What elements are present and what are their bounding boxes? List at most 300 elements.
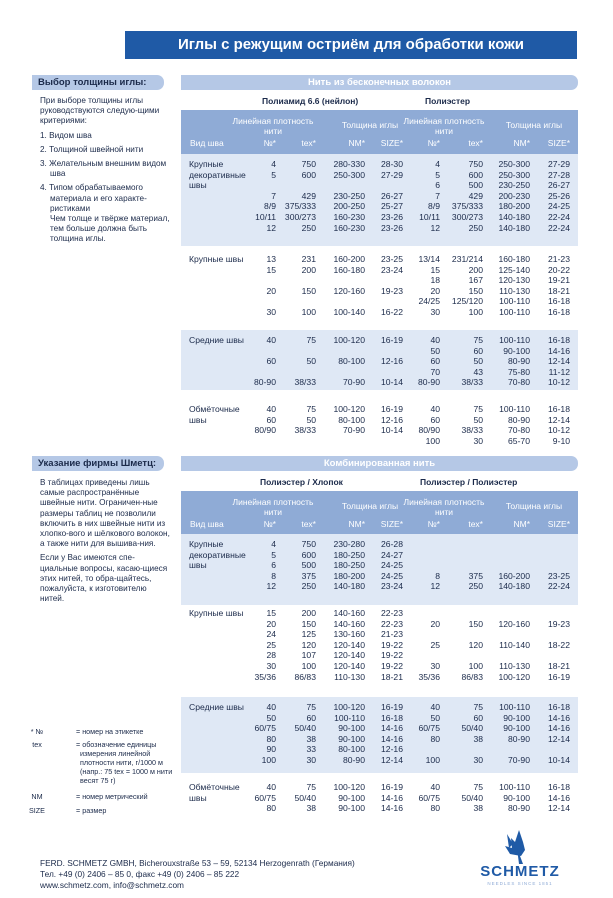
t1-cell: 80-90 xyxy=(254,377,276,388)
t1-cell: 80/90 xyxy=(418,425,440,436)
t1-cell: 200-250 xyxy=(333,201,365,212)
t2-cell: 24 xyxy=(266,629,276,640)
t2-cell: 86/83 xyxy=(294,671,316,682)
t2-cell: 75 xyxy=(306,782,316,792)
table1-family-polyester: Полиэстер xyxy=(425,96,471,106)
t2-cell: 23-24 xyxy=(381,581,403,592)
t1-cell: 60 xyxy=(430,356,440,367)
t1-cell: 23-24 xyxy=(381,264,403,275)
schmetz-logo xyxy=(455,828,585,888)
t1-cell: 20 xyxy=(266,285,276,296)
t1-seam-label: Крупные швы xyxy=(189,254,244,264)
t2-cell: 22-23 xyxy=(381,618,403,629)
t2-cell: 40 xyxy=(266,702,276,712)
t2-cell: 30 xyxy=(430,661,440,671)
t2-cell: 19-22 xyxy=(381,661,403,671)
t1-cell: 80-90 xyxy=(418,377,440,388)
t2-cell: 16-19 xyxy=(381,782,403,792)
t1-cell: 6 xyxy=(435,180,440,191)
t1-cell: 16-19 xyxy=(381,335,403,345)
legend-item xyxy=(30,727,175,736)
t2-cell: 80 xyxy=(266,803,276,814)
t2-cell: 80-100 xyxy=(338,744,365,755)
legend-value: = размер xyxy=(74,806,107,815)
t1-cell: 140-180 xyxy=(498,222,530,233)
t1-cell: 16-19 xyxy=(381,404,403,414)
t2-cell: 375 xyxy=(301,570,316,581)
t2-cell: 30 xyxy=(306,755,316,765)
t1-header-thick-a: Толщина иглы xyxy=(341,120,399,130)
t2-header-seam: Вид шва xyxy=(190,519,224,529)
t1-cell: 4 xyxy=(435,159,440,169)
t2-cell: 21-23 xyxy=(381,629,403,640)
t1-subheader-7: SIZE* xyxy=(547,138,570,148)
t2-cell: 20 xyxy=(266,618,276,629)
t1-cell: 80-100 xyxy=(338,356,365,367)
t2-cell: 140-180 xyxy=(498,581,530,592)
t1-cell: 200 xyxy=(301,264,316,275)
t2-cell: 19-23 xyxy=(548,618,570,629)
t2-cell: 60 xyxy=(306,712,316,723)
t2-cell: 60/75 xyxy=(418,792,440,803)
t1-cell: 20 xyxy=(430,285,440,296)
t1-cell: 12 xyxy=(266,222,276,233)
t1-cell: 12-14 xyxy=(548,414,570,425)
t1-cell: 7 xyxy=(435,190,440,201)
t1-cell: 30 xyxy=(473,435,483,446)
legend-item xyxy=(31,792,175,801)
t1-cell: 150 xyxy=(468,285,483,296)
t2-cell: 18-22 xyxy=(548,639,570,650)
t1-cell: 150 xyxy=(301,285,316,296)
t1-cell: 500 xyxy=(468,180,483,191)
t2-cell: 35/36 xyxy=(418,671,440,682)
criteria-intro: При выборе толщины иглы руководствуются следую-щими критериями: xyxy=(40,96,160,126)
t2-cell: 23-25 xyxy=(548,570,570,581)
t2-cell: 100-120 xyxy=(333,702,365,712)
t1-subheader-3: SIZE* xyxy=(380,138,403,148)
t1-cell: 19-21 xyxy=(548,275,570,286)
t2-cell: 110-130 xyxy=(334,671,365,682)
t1-cell: 231/214 xyxy=(451,254,483,264)
t1-cell: 50 xyxy=(473,414,483,425)
t2-subheader-0: №* xyxy=(263,519,276,529)
footer-line-web: www.schmetz.com, info@schmetz.com xyxy=(40,880,184,890)
t2-cell: 4 xyxy=(271,539,276,549)
t2-cell: 100-110 xyxy=(499,702,530,712)
t1-cell: 22-24 xyxy=(548,212,570,222)
t1-cell: 13/14 xyxy=(418,254,440,264)
t1-cell: 7 xyxy=(271,190,276,201)
t1-cell: 600 xyxy=(468,169,483,180)
t1-cell: 120-160 xyxy=(333,285,365,296)
t1-cell: 250-300 xyxy=(498,159,530,169)
t2-cell: 12-14 xyxy=(548,803,570,814)
t2-cell: 12 xyxy=(430,581,440,592)
t1-cell: 13 xyxy=(266,254,276,264)
t2-seam-label: Обмёточные швы xyxy=(189,782,240,803)
note-paragraph-2: Если у Вас имеются спе-циальные вопросы, касаю-щиеся этих нитей, то обра-щайтесь, пожалуйста, к изготовителю нитей. xyxy=(40,553,168,604)
table1-section-heading: Нить из бесконечных волокон xyxy=(181,75,578,90)
t1-cell: 60 xyxy=(473,345,483,356)
t1-seam-label: Средние швы xyxy=(189,335,244,345)
t1-cell: 70-90 xyxy=(343,377,365,388)
t1-cell: 40 xyxy=(266,335,276,345)
t1-cell: 43 xyxy=(473,366,483,377)
t2-cell: 90-100 xyxy=(338,733,365,744)
t2-subheader-4: №* xyxy=(427,519,440,529)
t2-cell: 22-24 xyxy=(548,581,570,592)
t1-cell: 60 xyxy=(266,414,276,425)
t2-seam-label: Крупные швы xyxy=(189,608,244,618)
t1-cell: 23-26 xyxy=(381,212,403,222)
t2-header-lin-a: Линейная плотность нити xyxy=(232,497,314,517)
t1-cell: 75 xyxy=(473,404,483,414)
t2-cell: 60 xyxy=(473,712,483,723)
t1-cell: 5 xyxy=(435,169,440,180)
t1-cell: 10-14 xyxy=(381,377,403,388)
t1-cell: 19-23 xyxy=(381,285,403,296)
t1-cell: 16-18 xyxy=(548,307,570,317)
t1-cell: 50 xyxy=(430,345,440,356)
t2-subheader-5: tex* xyxy=(468,519,483,529)
t2-cell: 75 xyxy=(473,702,483,712)
t2-seam-label: Средние швы xyxy=(189,702,244,712)
t1-cell: 40 xyxy=(430,335,440,345)
t1-cell: 10-12 xyxy=(548,425,570,436)
t1-cell: 5 xyxy=(271,169,276,180)
t1-cell: 38/33 xyxy=(461,425,483,436)
t2-cell: 30 xyxy=(266,661,276,671)
t1-cell: 16-18 xyxy=(548,335,570,345)
t1-cell: 75 xyxy=(306,335,316,345)
t1-cell: 100 xyxy=(468,307,483,317)
t1-cell: 8/9 xyxy=(264,201,276,212)
t2-header xyxy=(181,491,578,535)
t2-cell: 60/75 xyxy=(254,723,276,734)
t1-cell: 600 xyxy=(301,169,316,180)
t2-cell: 22-23 xyxy=(381,608,403,618)
legend-value: = номер метрический xyxy=(74,792,148,801)
t2-cell: 75 xyxy=(306,702,316,712)
sidebar-note-text xyxy=(40,478,170,608)
footer-address xyxy=(40,858,355,891)
criterion-1: 1. Видом шва xyxy=(40,130,92,140)
t1-subheader-6: NM* xyxy=(513,138,530,148)
t2-cell: 120 xyxy=(301,639,316,650)
t2-cell: 18-21 xyxy=(381,671,403,682)
t2-subheader-3: SIZE* xyxy=(380,519,403,529)
t2-cell: 120-140 xyxy=(333,639,365,650)
t2-cell: 16-19 xyxy=(381,702,403,712)
t1-cell: 21-23 xyxy=(548,254,570,264)
t1-cell: 140-180 xyxy=(498,212,530,222)
t2-cell: 80-90 xyxy=(343,755,365,765)
t1-cell: 75 xyxy=(306,404,316,414)
schmetz-logo-icon xyxy=(455,828,585,888)
t1-cell: 80-100 xyxy=(338,414,365,425)
t2-cell: 16-18 xyxy=(381,712,403,723)
t1-cell: 11-12 xyxy=(548,366,570,377)
t2-cell: 100-120 xyxy=(498,671,530,682)
t2-cell: 20 xyxy=(430,618,440,629)
t1-cell: 300/273 xyxy=(451,212,483,222)
t1-cell: 429 xyxy=(468,190,483,201)
t1-cell: 50 xyxy=(306,356,316,367)
t2-cell: 250 xyxy=(301,581,316,592)
t1-cell: 25-26 xyxy=(548,190,570,201)
t1-cell: 40 xyxy=(430,404,440,414)
t2-cell: 100-110 xyxy=(334,712,365,723)
t2-cell: 33 xyxy=(306,744,316,755)
t1-cell: 231 xyxy=(301,254,316,264)
t1-cell: 12-14 xyxy=(548,356,570,367)
sidebar-heading-needle-choice: Выбор толщины иглы: xyxy=(32,75,164,90)
t1-cell: 40 xyxy=(266,404,276,414)
t2-cell: 19-22 xyxy=(381,639,403,650)
t1-cell: 27-28 xyxy=(548,169,570,180)
t1-cell: 20-22 xyxy=(548,264,570,275)
legend-item xyxy=(29,806,175,815)
table2-section-heading: Комбинированная нить xyxy=(181,456,578,471)
t1-cell: 22-24 xyxy=(548,222,570,233)
t1-cell: 15 xyxy=(266,264,276,275)
t1-cell: 160-230 xyxy=(333,212,365,222)
t1-cell: 160-180 xyxy=(333,264,365,275)
t2-cell: 38 xyxy=(473,733,483,744)
t1-cell: 160-230 xyxy=(333,222,365,233)
t1-subheader-5: tex* xyxy=(468,138,483,148)
t1-cell: 15 xyxy=(430,264,440,275)
t2-cell: 40 xyxy=(430,782,440,792)
table2-family-polyester-polyester: Полиэстер / Полиэстер xyxy=(420,477,518,487)
t2-cell: 80-90 xyxy=(508,733,530,744)
t2-cell: 100-110 xyxy=(499,782,530,792)
t2-cell: 12 xyxy=(266,581,276,592)
t2-cell: 70-90 xyxy=(508,755,530,765)
legend-item xyxy=(32,740,175,785)
t2-cell: 28 xyxy=(266,650,276,661)
t1-cell: 70 xyxy=(430,366,440,377)
t2-cell: 8 xyxy=(435,570,440,581)
t2-cell: 90-100 xyxy=(503,712,530,723)
t2-seam-label: Крупные декоративные швы xyxy=(189,539,246,571)
t1-cell: 16-18 xyxy=(548,296,570,307)
t1-cell: 50 xyxy=(473,356,483,367)
t2-cell: 125 xyxy=(301,629,316,640)
t2-cell: 80 xyxy=(430,733,440,744)
legend-value: = номер на этикетке xyxy=(74,727,144,736)
t2-cell: 90-100 xyxy=(338,803,365,814)
t1-subheader-4: №* xyxy=(427,138,440,148)
t1-cell: 23-25 xyxy=(381,254,403,264)
t2-cell: 35/36 xyxy=(254,671,276,682)
svg-text:NEEDLES SINCE 1851: NEEDLES SINCE 1851 xyxy=(487,881,553,886)
t1-cell: 110-130 xyxy=(499,285,530,296)
t1-cell: 375/333 xyxy=(284,201,316,212)
t1-cell: 125/120 xyxy=(451,296,483,307)
t2-cell: 110-130 xyxy=(499,661,530,671)
t1-cell: 60 xyxy=(430,414,440,425)
t2-header-lin-b: Линейная плотность нити xyxy=(403,497,485,517)
t1-cell: 160-180 xyxy=(498,254,530,264)
t2-cell: 90 xyxy=(266,744,276,755)
t1-cell: 100-120 xyxy=(333,404,365,414)
footer-line-phone: Тел. +49 (0) 2406 – 85 0, факс +49 (0) 2406 – 85 222 xyxy=(40,869,240,879)
footer-line-address: FERD. SCHMETZ GMBH, Bicherouxstraße 53 – 59, 52134 Herzogenrath (Германия) xyxy=(40,858,355,868)
t1-cell: 750 xyxy=(301,159,316,169)
t2-cell: 50/40 xyxy=(461,792,483,803)
t1-cell: 167 xyxy=(468,275,483,286)
legend-key: SIZE xyxy=(29,806,45,815)
t2-cell: 40 xyxy=(430,702,440,712)
legend-value: = обозначение единицы измерения линейной плотности нити, г/1000 м (напр.: 75 tex = 1000 м нити весят 75 г) xyxy=(74,740,173,785)
t2-cell: 100 xyxy=(301,661,316,671)
t2-cell: 375 xyxy=(468,570,483,581)
criterion-4-note: Чем толще и твёрже материал, тем больше должна быть толщина иглы. xyxy=(50,214,170,244)
criterion-4: 4. Типом обрабатываемого материала и его характе-ристиками xyxy=(40,183,147,213)
t2-cell: 50/40 xyxy=(461,723,483,734)
t2-cell: 14-16 xyxy=(548,792,570,803)
t2-cell: 80-90 xyxy=(508,803,530,814)
sidebar-heading-schmetz-note: Указание фирмы Шметц: xyxy=(32,456,164,471)
t1-cell: 12-16 xyxy=(381,414,403,425)
t2-cell: 160-200 xyxy=(498,570,530,581)
t1-cell: 30 xyxy=(430,307,440,317)
t2-cell: 75 xyxy=(473,782,483,792)
t2-cell: 150 xyxy=(301,618,316,629)
t2-cell: 140-160 xyxy=(333,608,365,618)
t2-cell: 16-18 xyxy=(548,702,570,712)
t1-cell: 300/273 xyxy=(284,212,316,222)
t2-cell: 90-100 xyxy=(338,723,365,734)
t2-cell: 600 xyxy=(301,549,316,560)
page-title: Иглы с режущим остриём для обработки кожи xyxy=(125,31,577,59)
t2-cell: 12-14 xyxy=(548,733,570,744)
t1-cell: 80-90 xyxy=(508,414,530,425)
t1-cell: 10/11 xyxy=(419,212,440,222)
t2-cell: 100 xyxy=(261,755,276,765)
t2-cell: 60/75 xyxy=(418,723,440,734)
t2-cell: 90-100 xyxy=(338,792,365,803)
t2-header-thick-a: Толщина иглы xyxy=(341,501,399,511)
t1-cell: 125-140 xyxy=(498,264,530,275)
legend-key: * № xyxy=(30,727,44,736)
t1-cell: 38/33 xyxy=(461,377,483,388)
t1-cell: 26-27 xyxy=(548,180,570,191)
t1-cell: 30 xyxy=(266,307,276,317)
t2-cell: 38 xyxy=(306,803,316,814)
t2-subheader-2: NM* xyxy=(348,519,365,529)
t1-cell: 18 xyxy=(430,275,440,286)
t2-subheader-7: SIZE* xyxy=(547,519,570,529)
t2-header-thick-b: Толщина иглы xyxy=(505,501,563,511)
t2-cell: 38 xyxy=(306,733,316,744)
t1-cell: 429 xyxy=(301,190,316,201)
t2-cell: 19-22 xyxy=(381,650,403,661)
t1-cell: 250 xyxy=(301,222,316,233)
t2-cell: 50 xyxy=(266,712,276,723)
t2-cell: 16-19 xyxy=(548,671,570,682)
t1-cell: 28-30 xyxy=(381,159,403,169)
t1-cell: 10-14 xyxy=(381,425,403,436)
t2-cell: 18-21 xyxy=(548,661,570,671)
t1-cell: 12-16 xyxy=(381,356,403,367)
t1-cell: 200-230 xyxy=(498,190,530,201)
t2-cell: 14-16 xyxy=(381,792,403,803)
t1-cell: 27-29 xyxy=(548,159,570,169)
note-paragraph-1: В таблицах приведены лишь самые распространённые швейные нити. Ограничен-ные размеры таблиц не позволили включить в них швейные нити из хлопко-вого и шёлкового волокон, а также нити для вышива-ния. xyxy=(40,478,170,549)
t2-cell: 26-28 xyxy=(381,539,403,549)
t2-cell: 8 xyxy=(271,570,276,581)
t2-cell: 250 xyxy=(468,581,483,592)
t1-cell: 100-110 xyxy=(499,296,530,307)
t2-cell: 120-140 xyxy=(333,661,365,671)
t1-cell: 70-90 xyxy=(343,425,365,436)
t2-cell: 100 xyxy=(425,755,440,765)
t1-cell: 100-120 xyxy=(333,335,365,345)
t2-cell: 14-16 xyxy=(381,733,403,744)
t2-cell: 180-250 xyxy=(333,560,365,571)
t1-cell: 8/9 xyxy=(428,201,440,212)
t1-subheader-1: tex* xyxy=(301,138,316,148)
t1-cell: 100-110 xyxy=(499,404,530,414)
t2-cell: 12-14 xyxy=(381,755,403,765)
t2-cell: 80 xyxy=(430,803,440,814)
t2-cell: 110-140 xyxy=(499,639,530,650)
t1-header-seam: Вид шва xyxy=(190,138,224,148)
svg-text:SCHMETZ: SCHMETZ xyxy=(480,863,560,880)
t1-cell: 100-140 xyxy=(333,307,365,317)
t2-cell: 24-27 xyxy=(381,549,403,560)
t2-cell: 30 xyxy=(473,755,483,765)
t2-subheader-1: tex* xyxy=(301,519,316,529)
t1-cell: 100-110 xyxy=(499,307,530,317)
t2-cell: 150 xyxy=(468,618,483,629)
t1-cell: 90-100 xyxy=(503,345,530,356)
t2-cell: 25 xyxy=(430,639,440,650)
t1-cell: 18-21 xyxy=(548,285,570,296)
t2-cell: 25 xyxy=(266,639,276,650)
t2-cell: 14-16 xyxy=(381,723,403,734)
t2-cell: 38 xyxy=(473,803,483,814)
t2-cell: 90-100 xyxy=(503,792,530,803)
t2-cell: 120-140 xyxy=(333,650,365,661)
t2-cell: 100 xyxy=(468,661,483,671)
t2-cell: 16-18 xyxy=(548,782,570,792)
t1-cell: 24-25 xyxy=(548,201,570,212)
t1-header-lin-a: Линейная плотность нити xyxy=(232,116,314,136)
t2-cell: 24-25 xyxy=(381,570,403,581)
t2-cell: 14-16 xyxy=(548,712,570,723)
t2-cell: 120-160 xyxy=(498,618,530,629)
t1-cell: 70-80 xyxy=(508,377,530,388)
t1-cell: 23-26 xyxy=(381,222,403,233)
t1-cell: 12 xyxy=(430,222,440,233)
t2-cell: 6 xyxy=(271,560,276,571)
t2-cell: 200 xyxy=(301,608,316,618)
t1-cell: 100 xyxy=(425,435,440,446)
t1-cell: 160-200 xyxy=(333,254,365,264)
t2-cell: 12-16 xyxy=(381,744,403,755)
t1-cell: 75-80 xyxy=(508,366,530,377)
t2-cell: 40 xyxy=(266,782,276,792)
t1-cell: 80/90 xyxy=(254,425,276,436)
t1-cell: 60 xyxy=(266,356,276,367)
t2-cell: 750 xyxy=(301,539,316,549)
t1-cell: 180-200 xyxy=(498,201,530,212)
t1-cell: 250-300 xyxy=(498,169,530,180)
